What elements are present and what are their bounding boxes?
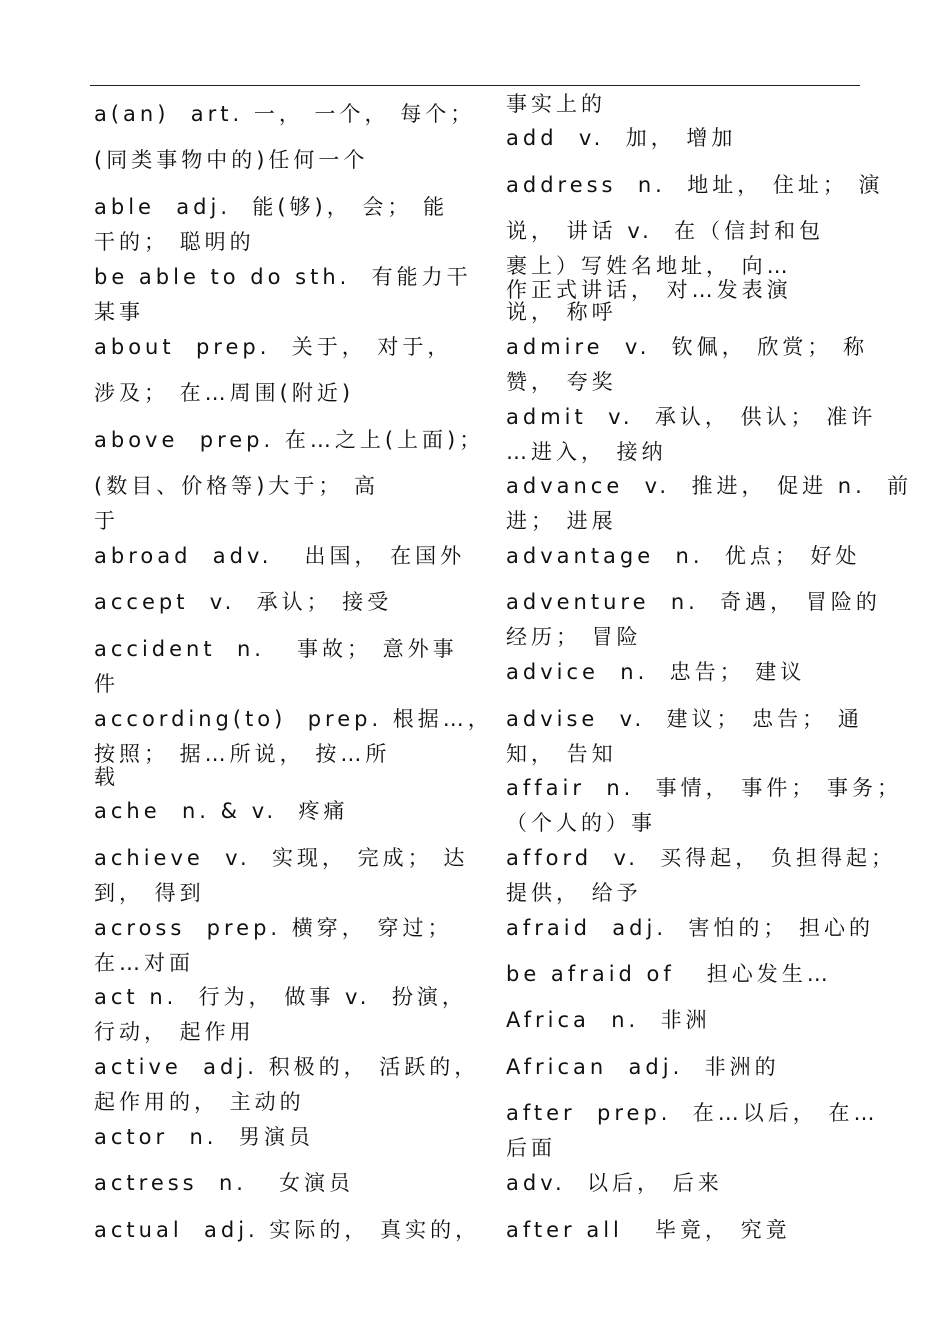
entry-line: 涉及； 在…周围(附近) — [94, 381, 355, 405]
entry-line: be able to do sth. 有能力干 — [94, 265, 472, 289]
entry-line: about prep. 关于， 对于， — [94, 335, 453, 359]
entry-line: abroad adv. 出国， 在国外 — [94, 544, 466, 568]
entry-line: 到， 得到 — [94, 881, 205, 905]
entry-line: advantage n. 优点； 好处 — [506, 544, 861, 568]
entry-line: ache n. & v. 疼痛 — [94, 799, 349, 823]
entry-line: add v. 加， 增加 — [506, 126, 737, 150]
entry-line: (数目、价格等)大于； 高 — [94, 474, 380, 498]
entry-line: above prep. 在…之上(上面)； — [94, 428, 485, 452]
entry-line: after all 毕竟， 究竟 — [506, 1218, 791, 1242]
entry-line: advice n. 忠告； 建议 — [506, 660, 806, 684]
entry-line: (同类事物中的)任何一个 — [94, 148, 369, 172]
entry-line: adv. 以后， 后来 — [506, 1171, 723, 1195]
entry-line: 干的； 聪明的 — [94, 230, 255, 254]
entry-line: afford v. 买得起， 负担得起； — [506, 846, 896, 870]
entry-line: …进入， 接纳 — [506, 440, 667, 464]
entry-line: be afraid of 担心发生… — [506, 962, 832, 986]
entry-line: 件 — [94, 672, 119, 696]
entry-line: 载 — [94, 765, 119, 789]
entry-line: 按照； 据…所说， 按…所 — [94, 742, 391, 766]
entry-line: adventure n. 奇遇， 冒险的 — [506, 590, 881, 614]
entry-line: afraid adj. 害怕的； 担心的 — [506, 916, 875, 940]
entry-line: 行动， 起作用 — [94, 1020, 255, 1044]
entry-line: actor n. 男演员 — [94, 1125, 314, 1149]
entry-line: 说， 讲话 v. 在（信封和包 — [506, 219, 825, 243]
entry-line: advance v. 推进， 促进 n. 前 — [506, 474, 913, 498]
entry-line: accept v. 承认； 接受 — [94, 590, 393, 614]
entry-line: actual adj. 实际的， 真实的， — [94, 1218, 481, 1242]
entry-line: 后面 — [506, 1136, 556, 1160]
entry-line: affair n. 事情， 事件； 事务； — [506, 776, 903, 800]
entry-line: actress n. 女演员 — [94, 1171, 354, 1195]
entry-line: 经历； 冒险 — [506, 625, 642, 649]
entry-line: 某事 — [94, 300, 144, 324]
entry-line: able adj. 能(够)， 会； 能 — [94, 195, 449, 219]
entry-line: across prep. 横穿， 穿过； — [94, 916, 453, 940]
header-rule — [90, 85, 860, 86]
entry-line: a(an) art. 一， 一个， 每个； — [94, 102, 476, 126]
entry-line: advise v. 建议； 忠告； 通 — [506, 707, 863, 731]
entry-line: 在…对面 — [94, 951, 194, 975]
entry-line: according(to) prep. 根据…， — [94, 707, 493, 731]
entry-line: African adj. 非洲的 — [506, 1055, 780, 1079]
entry-line: 裹上）写姓名地址， 向… — [506, 254, 792, 278]
entry-line: 赞， 夸奖 — [506, 370, 617, 394]
entry-line: accident n. 事故； 意外事 — [94, 637, 458, 661]
entry-line: 知， 告知 — [506, 742, 617, 766]
entry-line: 进； 进展 — [506, 509, 617, 533]
entry-line: active adj. 积极的， 活跃的， — [94, 1055, 480, 1079]
entry-line: 提供， 给予 — [506, 881, 642, 905]
entry-line: （个人的）事 — [506, 811, 656, 835]
entry-line: achieve v. 实现， 完成； 达 — [94, 846, 469, 870]
entry-line: 于 — [94, 509, 119, 533]
entry-line: 事实上的 — [506, 92, 606, 116]
entry-line: 说， 称呼 — [506, 300, 617, 324]
entry-line: Africa n. 非洲 — [506, 1008, 711, 1032]
entry-line: 起作用的， 主动的 — [94, 1090, 305, 1114]
entry-line: admire v. 钦佩， 欣赏； 称 — [506, 335, 869, 359]
entry-line: act n. 行为， 做事 v. 扮演， — [94, 985, 467, 1009]
entry-line: 作正式讲话， 对…发表演 — [506, 278, 792, 302]
entry-line: after prep. 在…以后， 在… — [506, 1101, 879, 1125]
entry-line: address n. 地址， 住址； 演 — [506, 173, 884, 197]
entry-line: admit v. 承认， 供认； 准许 — [506, 405, 877, 429]
